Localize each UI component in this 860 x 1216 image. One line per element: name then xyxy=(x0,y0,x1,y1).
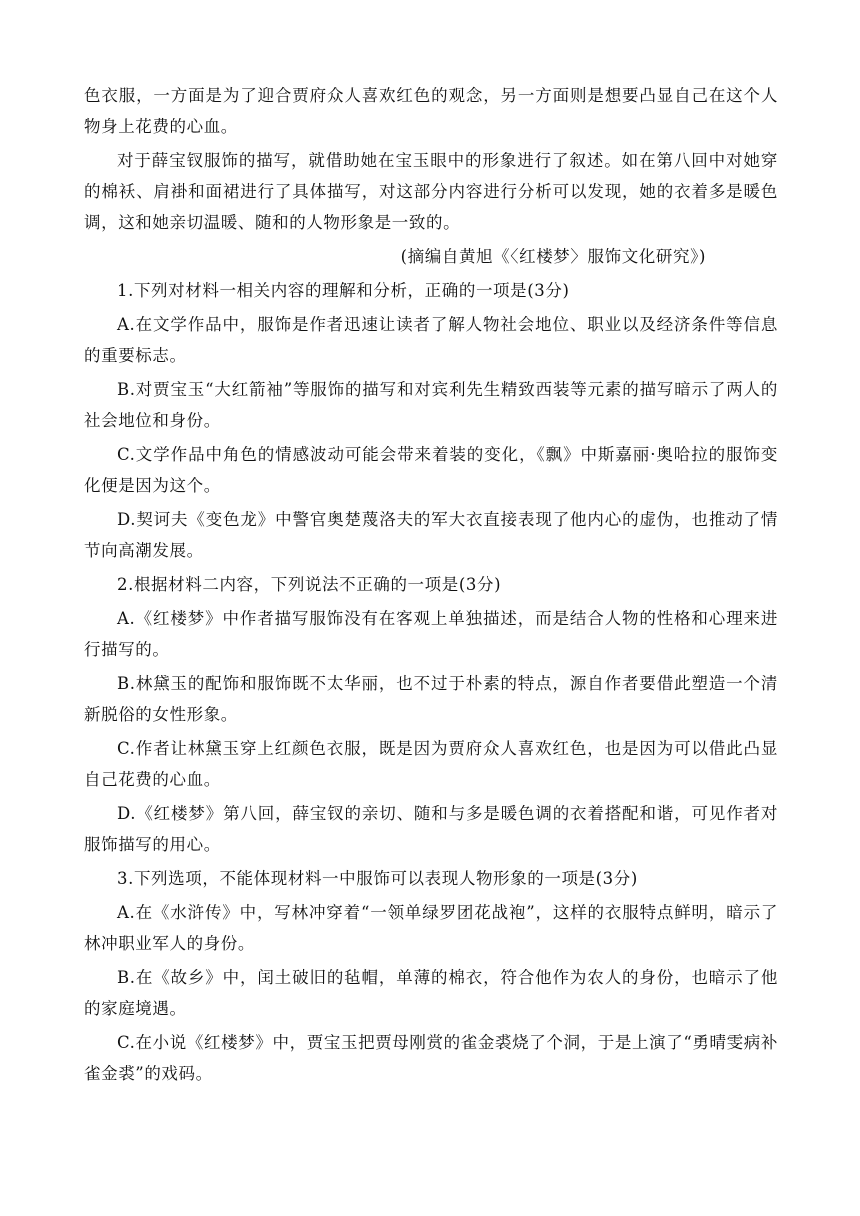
option-c: C.文学作品中角色的情感波动可能会带来着装的变化，《飘》中斯嘉丽·奥哈拉的服饰变化便是因为这个。 xyxy=(84,445,778,495)
option-a: A.在《水浒传》中，写林冲穿着“一领单绿罗团花战袍”，这样的衣服特点鲜明，暗示了林冲职业军人的身份。 xyxy=(84,903,778,953)
question-3 xyxy=(84,863,778,1089)
source-citation: (摘编自黄旭《〈红楼梦〉服饰文化研究》) xyxy=(400,247,706,266)
option-d: D.《红楼梦》第八回，薛宝钗的亲切、随和与多是暖色调的衣着搭配和谐，可见作者对服饰描写的用心。 xyxy=(84,804,778,854)
option-a: A.在文学作品中，服饰是作者迅速让读者了解人物社会地位、职业以及经济条件等信息的重要标志。 xyxy=(84,315,778,365)
question-stem: 1.下列对材料一相关内容的理解和分析，正确的一项是(3分) xyxy=(117,281,570,300)
document-page xyxy=(84,80,778,1092)
question-1 xyxy=(84,275,778,566)
option-b: B.林黛玉的配饰和服饰既不太华丽，也不过于朴素的特点，源自作者要借此塑造一个清新脱俗的女性形象。 xyxy=(84,674,778,724)
option-a: A.《红楼梦》中作者描写服饰没有在客观上单独描述，而是结合人物的性格和心理来进行描写的。 xyxy=(84,609,778,659)
option-d: D.契诃夫《变色龙》中警官奥楚蔑洛夫的军大衣直接表现了他内心的虚伪，也推动了情节向高潮发展。 xyxy=(84,510,778,560)
option-b: B.在《故乡》中，闰土破旧的毡帽，单薄的棉衣，符合他作为农人的身份，也暗示了他的家庭境遇。 xyxy=(84,968,778,1018)
question-stem: 2.根据材料二内容，下列说法不正确的一项是(3分) xyxy=(117,575,502,594)
option-c: C.在小说《红楼梦》中，贾宝玉把贾母刚赏的雀金裘烧了个洞，于是上演了“勇晴雯病补雀金裘”的戏码。 xyxy=(84,1033,778,1083)
material-paragraph-continued: 色衣服，一方面是为了迎合贾府众人喜欢红色的观念，另一方面则是想要凸显自己在这个人物身上花费的心血。 xyxy=(84,86,778,136)
option-c: C.作者让林黛玉穿上红颜色衣服，既是因为贾府众人喜欢红色，也是因为可以借此凸显自己花费的心血。 xyxy=(84,739,778,789)
option-b: B.对贾宝玉“大红箭袖”等服饰的描写和对宾利先生精致西装等元素的描写暗示了两人的社会地位和身份。 xyxy=(84,380,778,430)
question-stem: 3.下列选项，不能体现材料一中服饰可以表现人物形象的一项是(3分) xyxy=(117,869,638,888)
question-2 xyxy=(84,569,778,860)
material-paragraph-baochai: 对于薛宝钗服饰的描写，就借助她在宝玉眼中的形象进行了叙述。如在第八回中对她穿的棉袄、肩褂和面裙进行了具体描写，对这部分内容进行分析可以发现，她的衣着多是暖色调，这和她亲切温暖、随和的人物形象是一致的。 xyxy=(84,151,778,232)
